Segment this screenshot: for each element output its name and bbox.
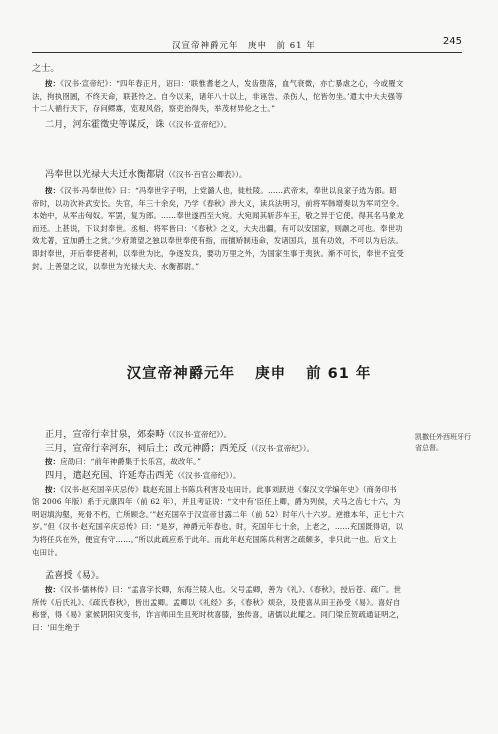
entry-text: 三月，宣帝行幸河东，祠后土；改元神爵；西羌反 bbox=[45, 443, 248, 454]
note-paragraph bbox=[32, 584, 404, 634]
note-text: 《汉书·冯奉世传》曰：“冯奉世字子明，上党潞人也，徙杜陵。……武帝末，奉世以良家子选为郎。昭帝时，以功次补武安长。失官，年三十余矣，乃学《春秋》涉大义，读兵法明习，前将军韩增奏以为军司空令。本始中，从军击匈奴。军罢，复为郎。……奉世遂西至大宛。大宛闻其斩莎车王，敬之异于它使。得其名马象龙而还。上甚说，下议封奉世。丞相、将军皆曰：‘《春秋》之义，大夫出疆，有可以安国家，则颛之可也。奉世功效尤著，宜加爵土之赏。’少府萧望之独以奉世奉使有指，而擅矫制违命，发诸国兵，虽有功效，不可以为后法。即封奉世，开后奉使者利，以奉世为比，争逐发兵，要功万里之外，为国家生事于夷狄。渐不可长，奉世不宜受封。上善望之议，以奉世为光禄大夫、水衡都尉。” bbox=[32, 186, 404, 271]
continuation-line: 之士。 bbox=[32, 63, 60, 74]
year-entries bbox=[32, 428, 404, 635]
running-title: 汉宣帝神爵元年 庚申 前 61 年 bbox=[172, 41, 316, 51]
note-paragraph bbox=[32, 484, 404, 560]
entry-source: （《汉书·宣帝纪》）。 bbox=[164, 430, 232, 439]
entry-text: 四月，遣赵充国、许延寿击西羌 bbox=[45, 469, 174, 481]
reign-year: 汉宣帝神爵元年 bbox=[126, 366, 236, 382]
note-text: 应劭曰：“前年神爵集于长乐宫，故改年。” bbox=[60, 457, 202, 466]
note-label: 按： bbox=[45, 79, 61, 88]
entry-line bbox=[32, 442, 404, 456]
note-text: 《汉书·儒林传》曰：“孟喜字长卿，东海兰陵人也。父号孟卿，善为《礼》、《春秋》，授后苍、疏广。世所传《后氏礼》、《疏氏春秋》，皆出孟卿。孟卿以《礼经》多，《春秋》烦杂，及使喜从田王孙受《易》。喜好自称誉，得《易》家候阴阳灾变书，诈言师田生且死时枕喜膝，独传喜，诸儒以此耀之。同门梁丘贺疏通证明之，曰：‘田生绝于 bbox=[32, 585, 404, 632]
entry-source: （《汉书·宣帝纪》）。 bbox=[173, 470, 241, 480]
note-label: 按： bbox=[45, 186, 61, 195]
note-text: 《汉书·赵充国辛庆忌传》载赵充国上书陈兵利害及屯田计。此事刘跃进《秦汉文学编年史》（商务印书馆 2006 年版）系于元康四年（前 62 年），并且考证说：“文中有‘臣任上卿，爵为列侯，犬马之齿七十六，为明诏填沟壑，死骨不朽，亡所顾念。’”赵充国卒于汉宣帝甘露二年（前 52）时年八十六岁。逆推本年，正七十六岁。”但《汉书·赵充国辛庆忌传》曰：“是岁，神爵元年春也。时，充国年七十余，上老之，……充国既得诏，以为将任兵在外，便宜有守……。”所以此疏应系于此年。而此年赵充国陈兵利害之疏颇多，非只此一也。后文上屯田计。 bbox=[32, 484, 404, 557]
page-header bbox=[32, 36, 462, 53]
entry-line bbox=[32, 469, 404, 483]
entry-heading bbox=[32, 168, 404, 182]
margin-note: 凯撒任外西班牙行省总督。 bbox=[415, 433, 471, 452]
note-paragraph bbox=[32, 185, 404, 273]
page-number: 245 bbox=[442, 36, 462, 47]
entry-source: （《汉书·百官公卿表》）。 bbox=[164, 170, 247, 179]
entry-line bbox=[32, 428, 404, 442]
ce-year: 前 61 年 bbox=[306, 366, 372, 382]
note-paragraph bbox=[32, 456, 404, 469]
note-text: 《汉书·宣帝纪》：“四年春正月，诏曰：‘联惟耆老之人，发齿堕落，血气衰微，亦亡暴虐之心，今或罹文法，拘执囹圄，不终天命，联甚怜之。自今以来，诸年八十以上，非诬告、杀伤人，佗皆勿坐。’遣太中大夫强等十二人循行天下，存问鳏寡，览观风俗，察吏治得失，举茂材异伦之士。” bbox=[32, 79, 404, 114]
note-label: 按： bbox=[45, 457, 61, 466]
ganzhi: 庚申 bbox=[255, 366, 287, 382]
entry-line bbox=[32, 118, 404, 132]
top-section bbox=[32, 62, 404, 132]
note-label: 按： bbox=[45, 484, 61, 494]
chapter-title bbox=[0, 362, 498, 383]
feng-section bbox=[32, 168, 404, 273]
entry-text: 冯奉世以光禄大夫迁水衡都尉 bbox=[45, 169, 165, 180]
note-label: 按： bbox=[45, 585, 61, 595]
entry-text: 二月，河东霍徵史等谋反，诛 bbox=[45, 118, 165, 130]
entry-line: 孟喜授《易》。 bbox=[45, 570, 105, 582]
entry-source: （《汉书·宣帝纪》）。 bbox=[164, 119, 232, 129]
note-paragraph bbox=[32, 78, 404, 116]
entry-source: （《汉书·宣帝纪》）。 bbox=[247, 444, 315, 453]
entry-text: 正月，宣帝行幸甘泉，郊泰畤 bbox=[45, 429, 165, 440]
